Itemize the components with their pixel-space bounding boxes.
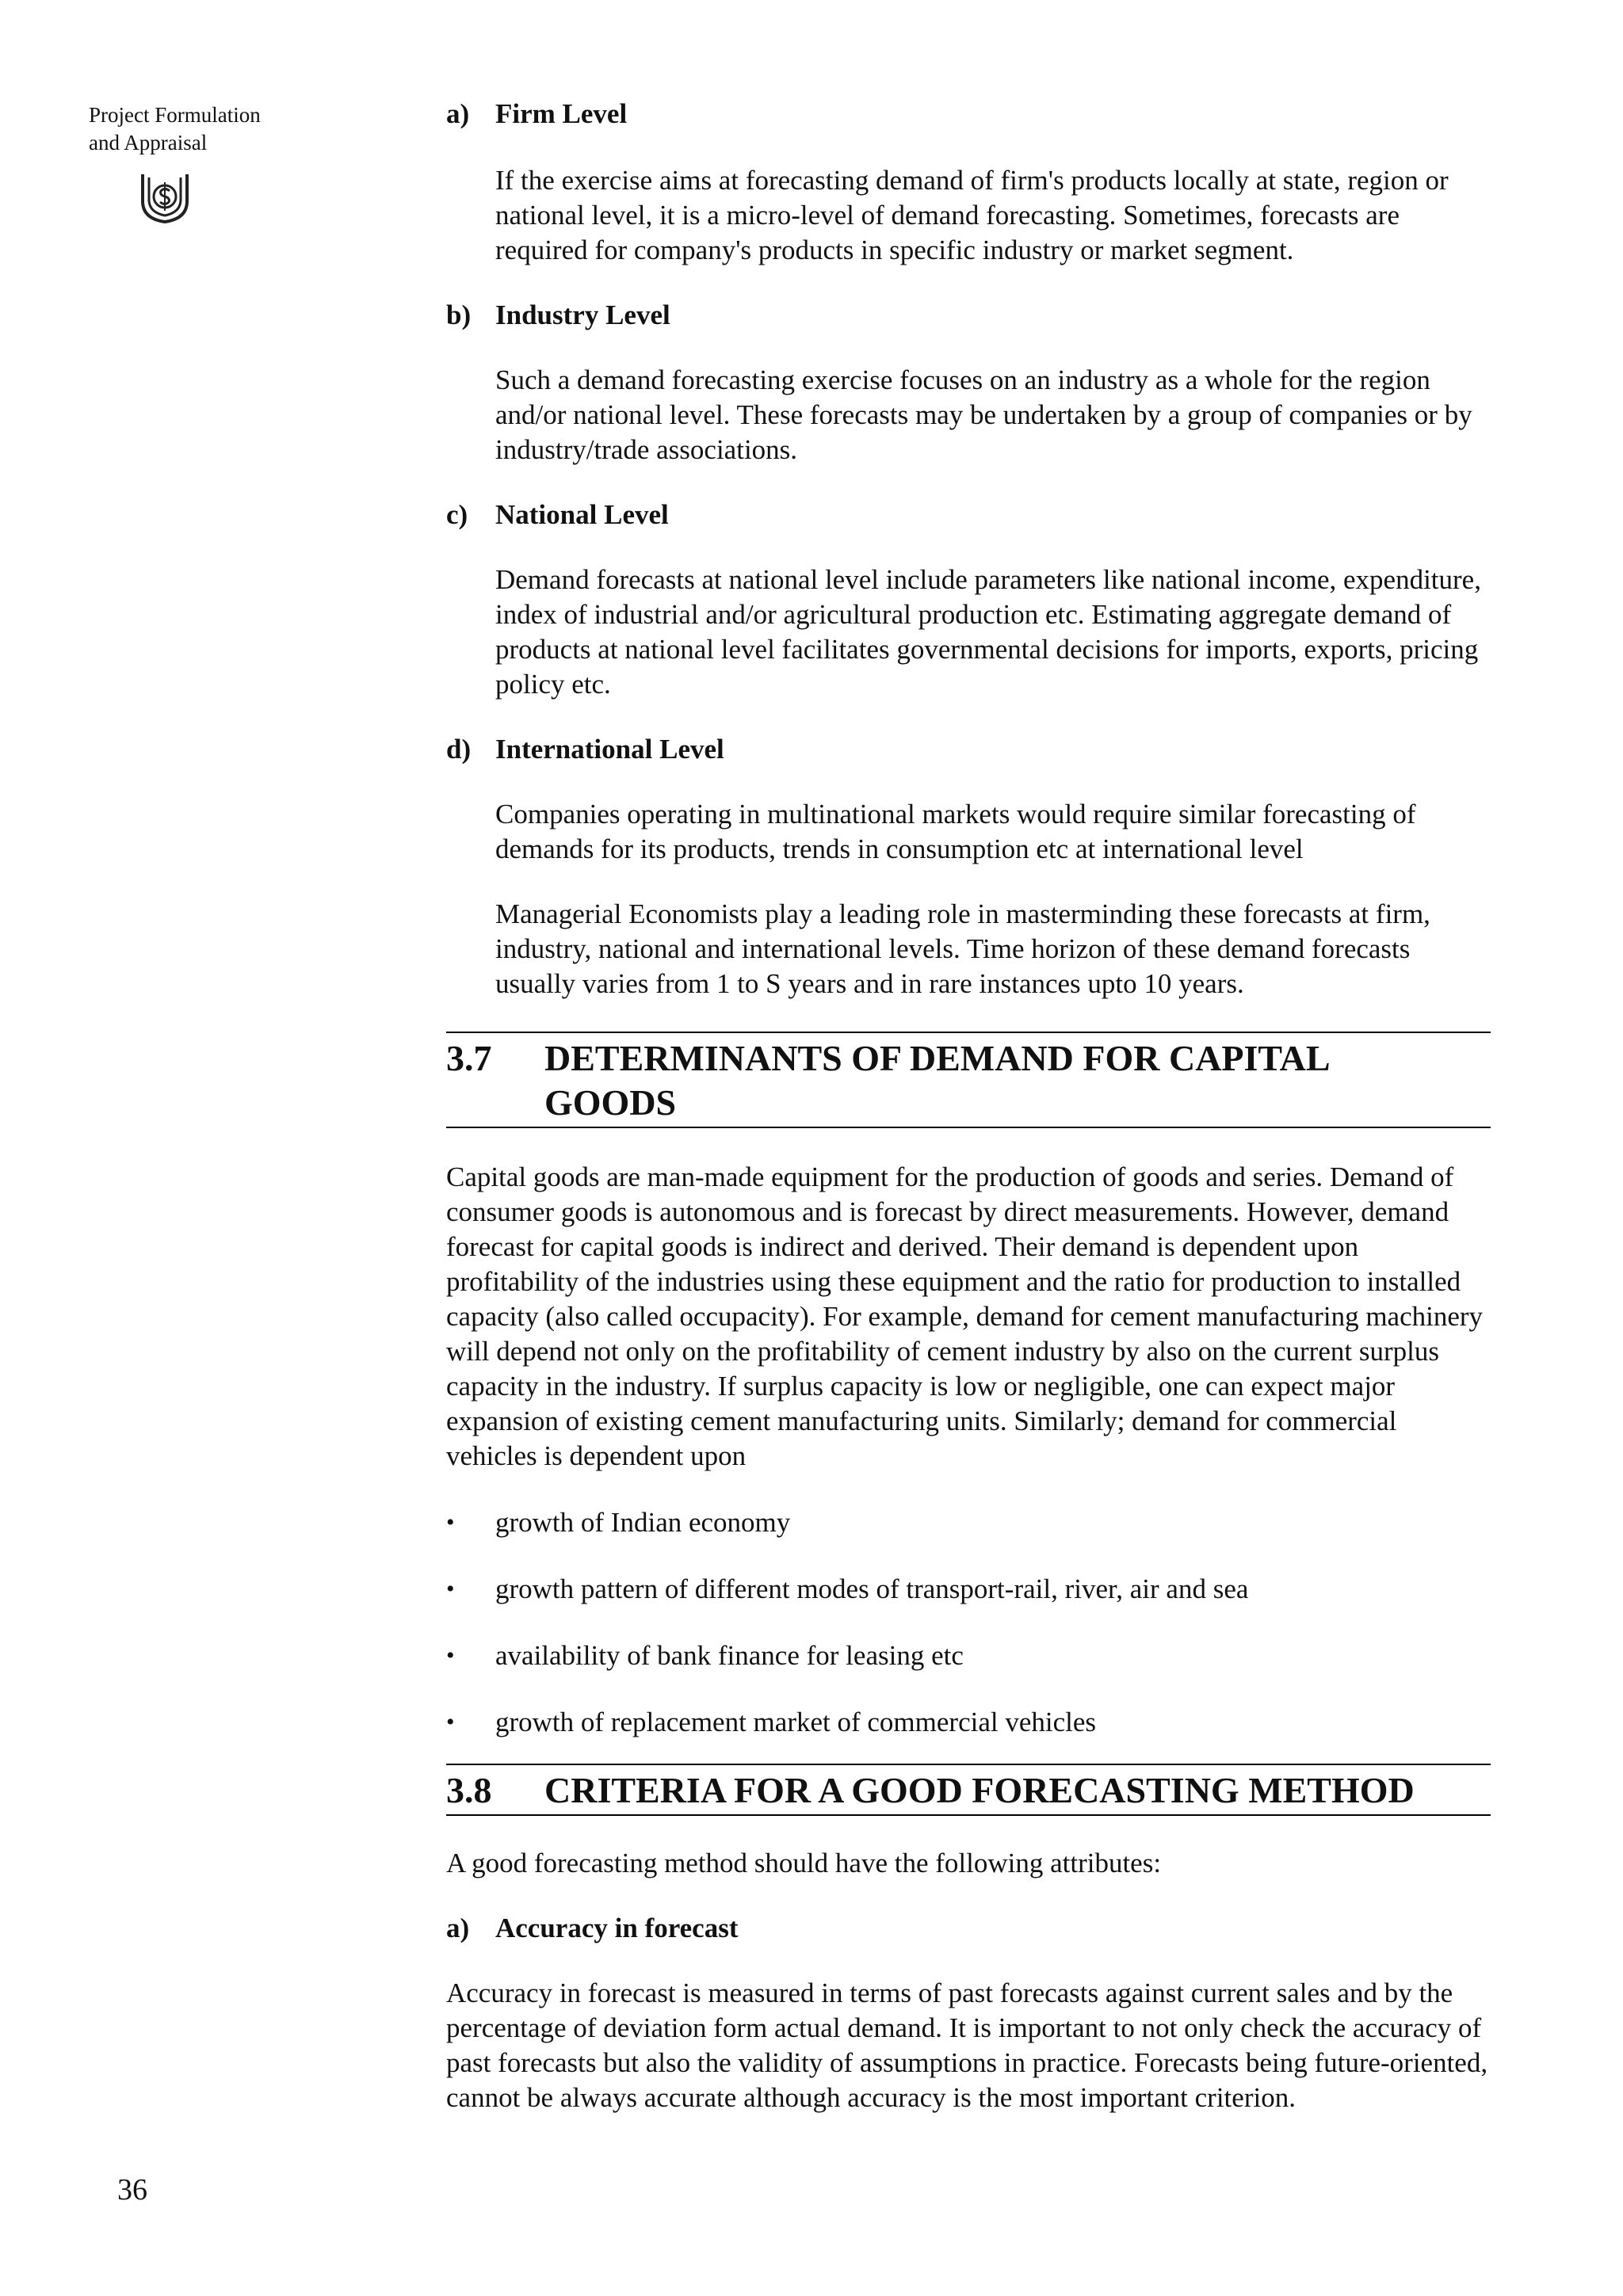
firm-level-heading: a) Firm Level bbox=[446, 98, 628, 129]
section-3-8-title: CRITERIA FOR A GOOD FORECASTING METHOD bbox=[544, 1770, 1415, 1810]
list-item: • growth pattern of different modes of transport-rail, river, air and sea bbox=[446, 1572, 1491, 1607]
section-3-7-title: DETERMINANTS OF DEMAND FOR CAPITAL GOODS bbox=[544, 1038, 1331, 1123]
book-title-line2: and Appraisal bbox=[89, 131, 208, 154]
industry-level-text: Such a demand forecasting exercise focuses on an industry as a whole for the region and/or national level. These forecasts may be undertaken by a group of companies or by industry/trade associations. bbox=[495, 364, 1472, 465]
bullet-icon: • bbox=[446, 1709, 455, 1735]
international-level-heading: d) International Level bbox=[446, 734, 724, 765]
industry-level-block bbox=[446, 298, 1491, 467]
determinants-list bbox=[446, 1505, 1491, 1740]
international-level-text: Companies operating in multinational markets would require similar forecasting of demands for its products, trends in consumption etc at international level bbox=[495, 799, 1416, 864]
section-3-8-number: 3.8 bbox=[446, 1770, 492, 1810]
book-title-line1: Project Formulation bbox=[89, 103, 261, 127]
national-level-heading: c) National Level bbox=[446, 499, 669, 530]
bullet-icon: • bbox=[446, 1642, 455, 1669]
national-level-text: Demand forecasts at national level include parameters like national income, expenditure, index of industrial and/or agricultural production etc. Estimating aggregate demand of products at national level facilitates governmental decisions for imports, exports, pricing policy etc. bbox=[495, 564, 1481, 700]
industry-level-heading: b) Industry Level bbox=[446, 299, 670, 330]
page-number: 36 bbox=[117, 2173, 147, 2206]
firm-level-text: If the exercise aims at forecasting demand of firm's products locally at state, region or national level, it is a micro-level of demand forecasting. Sometimes, forecasts are required for company's products in specific industry or market segment. bbox=[495, 165, 1449, 265]
university-emblem-icon bbox=[139, 166, 190, 223]
national-level-block bbox=[446, 498, 1491, 702]
running-header bbox=[89, 101, 350, 223]
firm-level-block bbox=[446, 97, 1491, 268]
section-3-8-heading bbox=[446, 1764, 1491, 1816]
list-item: • growth of Indian economy bbox=[446, 1505, 1491, 1540]
bullet-icon: • bbox=[446, 1576, 455, 1602]
section-3-7-body: Capital goods are man-made equipment for the production of goods and series. Demand of consumer goods is autonomous and is forecast by direct measurements. However, demand forecast for capital goods is indirect and derived. Their demand is dependent upon profitability of the industries using these equipment and the ratio for production to installed capacity (also called occupacity). For example, demand for cement manufacturing machinery will depend not only on the profitability of cement industry by also on the current surplus capacity in the industry. If surplus capacity is low or negligible, one can expect major expansion of existing cement manufacturing units. Similarly; demand for commercial vehicles is dependent upon bbox=[446, 1161, 1484, 1471]
section-3-7-number: 3.7 bbox=[446, 1038, 492, 1078]
section-3-8-intro: A good forecasting method should have the following attributes: bbox=[446, 1848, 1162, 1878]
bullet-icon: • bbox=[446, 1509, 455, 1535]
list-item: • availability of bank finance for leasing etc bbox=[446, 1638, 1491, 1673]
managerial-economists-text: Managerial Economists play a leading role in masterminding these forecasts at firm, industry, national and international levels. Time horizon of these demand forecasts usually varies from 1 to S years and in rare instances upto 10 years. bbox=[495, 898, 1430, 999]
international-level-block bbox=[446, 732, 1491, 1001]
main-content bbox=[446, 97, 1491, 2115]
accuracy-text: Accuracy in forecast is measured in terms of past forecasts against current sales and by the percentage of deviation form actual demand. It is important to not only check the accuracy of past forecasts but also the validity of assumptions in practice. Forecasts being future-oriented, cannot be always accurate although accuracy is the most important criterion. bbox=[446, 1978, 1488, 2113]
list-item: • growth of replacement market of commercial vehicles bbox=[446, 1705, 1491, 1740]
section-3-7-heading bbox=[446, 1032, 1491, 1128]
accuracy-heading: a) Accuracy in forecast bbox=[446, 1913, 739, 1943]
